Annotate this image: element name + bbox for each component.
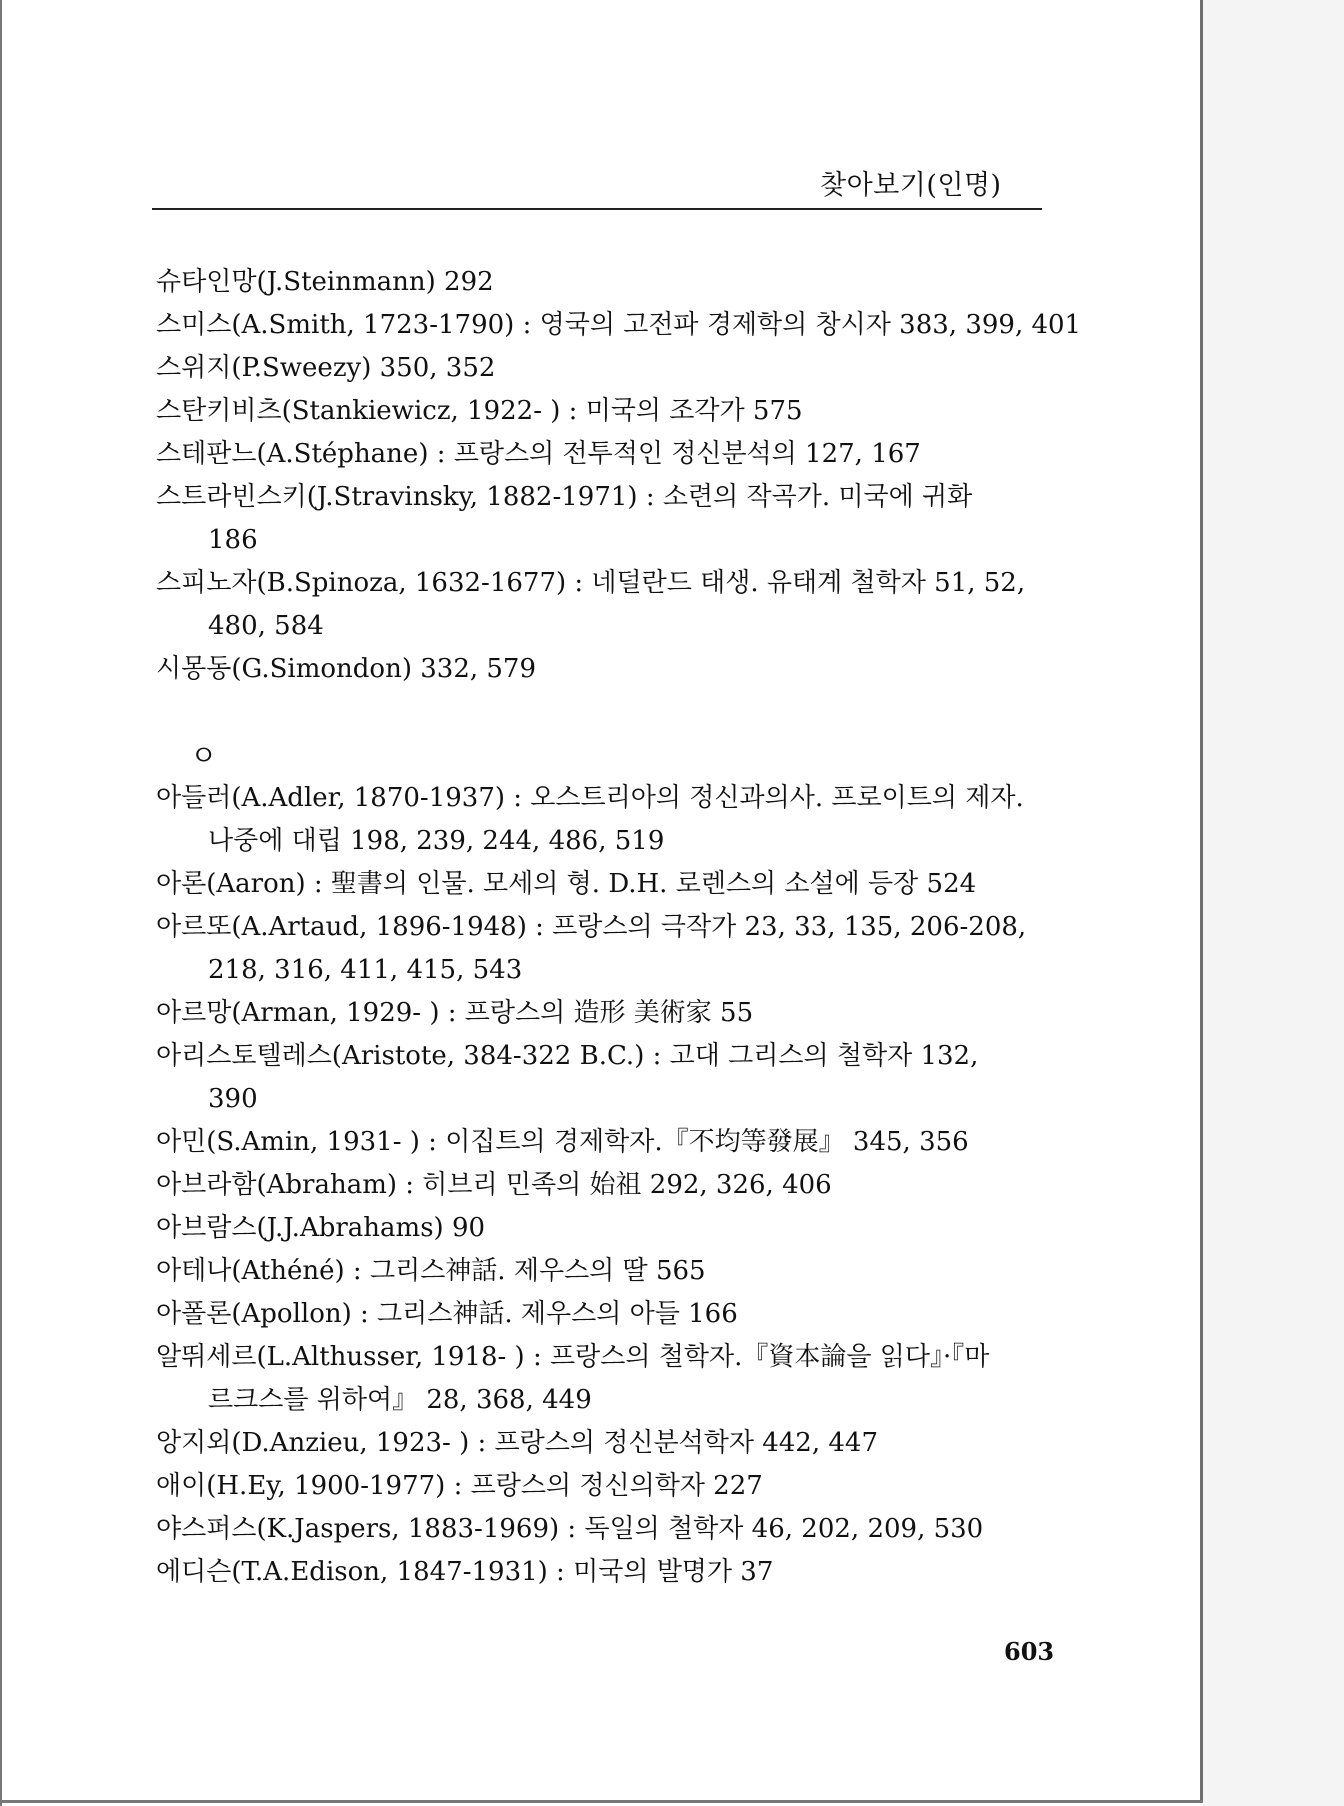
- index-entry: [156, 1250, 1056, 1293]
- index-entry-line: 아브라함(Abraham) : 히브리 민족의 始祖 292, 326, 406: [156, 1170, 832, 1200]
- index-entry: [156, 648, 1056, 691]
- index-entry-continuation: 186: [208, 525, 258, 555]
- index-entry-line: 스피노자(B.Spinoza, 1632-1677) : 네덜란드 태생. 유태계 철학자 51, 52,: [156, 568, 1026, 598]
- index-entry-line: 아르망(Arman, 1929- ) : 프랑스의 造形 美術家 55: [156, 998, 754, 1028]
- page-number: 603: [1004, 1637, 1055, 1666]
- index-entry: [156, 476, 1056, 562]
- viewer-background: [1203, 0, 1344, 1806]
- index-entry: [156, 1121, 1056, 1164]
- index-entry: [156, 1508, 1056, 1551]
- index-entry: [156, 1551, 1056, 1594]
- index-entry: [156, 1164, 1056, 1207]
- index-entry-line: 시몽동(G.Simondon) 332, 579: [156, 654, 537, 684]
- index-entry: [156, 1293, 1056, 1336]
- header-rule: [152, 208, 1042, 210]
- index-entry-line: 애이(H.Ey, 1900-1977) : 프랑스의 정신의학자 227: [156, 1471, 763, 1501]
- index-entries: [156, 261, 1082, 1594]
- index-entry-line: 스테판느(A.Stéphane) : 프랑스의 전투적인 정신분석의 127, 167: [156, 439, 921, 469]
- section-letter: ㅇ: [190, 739, 218, 772]
- index-entry: [156, 1422, 1056, 1465]
- index-entry-continuation: 390: [208, 1084, 258, 1114]
- index-entry-line: 아폴론(Apollon) : 그리스神話. 제우스의 아들 166: [156, 1299, 738, 1329]
- index-entry: [156, 390, 1056, 433]
- index-entry-line: 아리스토텔레스(Aristote, 384-322 B.C.) : 고대 그리스의 철학자 132,: [156, 1041, 979, 1071]
- index-entry-line: 야스퍼스(K.Jaspers, 1883-1969) : 독일의 철학자 46, 202, 209, 530: [156, 1514, 984, 1544]
- page-border-left: [0, 0, 2, 1806]
- index-entry-line: 에디슨(T.A.Edison, 1847-1931) : 미국의 발명가 37: [156, 1557, 774, 1587]
- index-entry-line: 아르또(A.Artaud, 1896-1948) : 프랑스의 극작가 23, 33, 135, 206-208,: [156, 912, 1027, 942]
- index-entry-continuation: 480, 584: [208, 611, 324, 641]
- index-entry: [156, 906, 1056, 992]
- index-entry-line: 아론(Aaron) : 聖書의 인물. 모세의 형. D.H. 로렌스의 소설에 등장 524: [156, 869, 977, 899]
- index-entry: [156, 1207, 1056, 1250]
- page-border-bottom: [0, 1800, 1203, 1803]
- index-entry-line: 슈타인망(J.Steinmann) 292: [156, 267, 494, 297]
- index-entry: [156, 562, 1056, 648]
- index-entry-line: 알뛰세르(L.Althusser, 1918- ) : 프랑스의 철학자.『資本論을 읽다』·『마: [156, 1342, 990, 1372]
- index-entry: [156, 992, 1056, 1035]
- index-group-o: [156, 777, 1056, 1594]
- index-entry: [156, 433, 1056, 476]
- index-entry-line: 앙지외(D.Anzieu, 1923- ) : 프랑스의 정신분석학자 442, 447: [156, 1428, 878, 1458]
- running-head: 찾아보기(인명): [820, 170, 1002, 201]
- index-entry: [156, 304, 1082, 347]
- index-entry-line: 스탄키비츠(Stankiewicz, 1922- ) : 미국의 조각가 575: [156, 396, 803, 426]
- index-entry: [156, 1035, 1056, 1121]
- index-group-s: [156, 261, 1082, 691]
- index-entry-line: 아민(S.Amin, 1931- ) : 이집트의 경제학자.『不均等發展』 345, 356: [156, 1127, 969, 1157]
- index-entry-continuation: 나중에 대립 198, 239, 244, 486, 519: [208, 826, 665, 856]
- index-entry-line: 스트라빈스키(J.Stravinsky, 1882-1971) : 소련의 작곡가. 미국에 귀화: [156, 482, 973, 512]
- index-entry: [156, 347, 1056, 390]
- index-entry-continuation: 218, 316, 411, 415, 543: [208, 955, 523, 985]
- index-entry: [156, 777, 1056, 863]
- index-entry-line: 스위지(P.Sweezy) 350, 352: [156, 353, 496, 383]
- index-entry: [156, 863, 1056, 906]
- index-entry-line: 아들러(A.Adler, 1870-1937) : 오스트리아의 정신과의사. 프로이트의 제자.: [156, 783, 1024, 813]
- index-entry-line: 아테나(Athéné) : 그리스神話. 제우스의 딸 565: [156, 1256, 706, 1286]
- index-entry: [156, 1336, 1056, 1422]
- index-entry: [156, 1465, 1056, 1508]
- index-entry-continuation: 르크스를 위하여』 28, 368, 449: [208, 1385, 592, 1415]
- index-entry-line: 아브람스(J.J.Abrahams) 90: [156, 1213, 486, 1243]
- index-entry-line: 스미스(A.Smith, 1723-1790) : 영국의 고전파 경제학의 창시자 383, 399, 401: [156, 310, 1082, 340]
- index-entry: [156, 261, 1056, 304]
